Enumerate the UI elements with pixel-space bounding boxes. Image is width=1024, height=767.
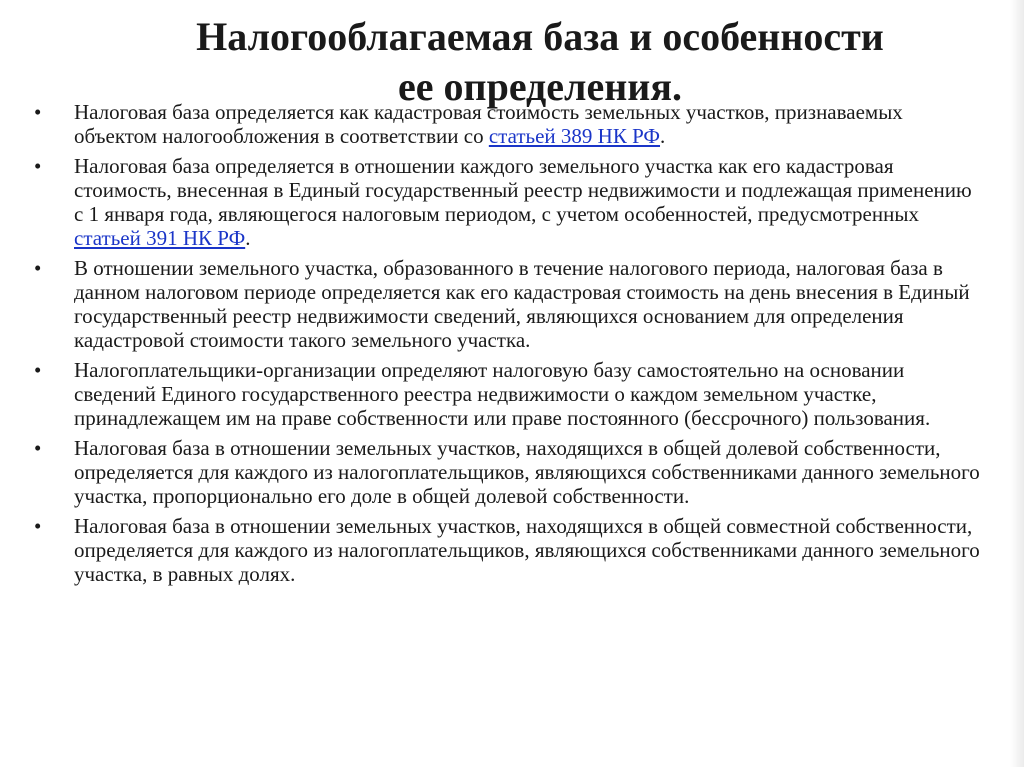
bullet-icon: • [34,358,42,382]
bullet-text: Налоговая база определяется как кадастровая стоимость земельных участков, признаваемых объектом налогообложения в соответствии со [74,100,903,148]
bullet-item [34,256,984,352]
bullet-list [34,100,984,592]
bullet-icon: • [34,436,42,460]
slide-title-line-2: ее определения. [398,64,682,109]
article-389-link[interactable]: статьей 389 НК РФ [488,124,661,148]
slide-title [110,12,970,112]
article-391-link[interactable]: статьей 391 НК РФ [74,226,246,250]
bullet-item [34,154,984,250]
bullet-item [34,100,984,148]
bullet-icon: • [34,154,42,178]
bullet-text: Налоговая база определяется в отношении каждого земельного участка как его кадастровая стоимость, внесенная в Единый государственный реестр недвижимости и подлежащая применению с 1 января года, являющегося налоговым периодом, с учетом особенностей, предусмотренных [74,154,972,226]
bullet-item [34,514,984,586]
bullet-text-end: . [660,124,666,148]
bullet-text-end: . [245,226,251,250]
bullet-text: Налогоплательщики-организации определяют налоговую базу самостоятельно на основании сведений Единого государственного реестра недвижимости о каждом земельном участке, принадлежащем им на праве собственности или праве постоянного (бессрочного) пользования. [74,358,931,430]
bullet-icon: • [34,256,42,280]
bullet-icon: • [34,514,42,538]
bullet-text: Налоговая база в отношении земельных участков, находящихся в общей долевой собственности, определяется для каждого из налогоплательщиков, являющихся собственниками данного земельного участка, пропорционально его доле в общей долевой собственности. [74,436,980,508]
slide-title-line-1: Налогооблагаемая база и особенности [196,14,884,59]
bullet-text: Налоговая база в отношении земельных участков, находящихся в общей совместной собственности, определяется для каждого из налогоплательщиков, являющихся собственниками данного земельного участка, в равных долях. [74,514,980,586]
page-edge-shadow [1010,0,1024,767]
bullet-text: В отношении земельного участка, образованного в течение налогового периода, налоговая база в данном налоговом периоде определяется как его кадастровая стоимость на день внесения в Единый государственный реестр недвижимости сведений, являющихся основанием для определения кадастровой стоимости такого земельного участка. [74,256,970,352]
bullet-icon: • [34,100,42,124]
bullet-item [34,436,984,508]
bullet-item [34,358,984,430]
